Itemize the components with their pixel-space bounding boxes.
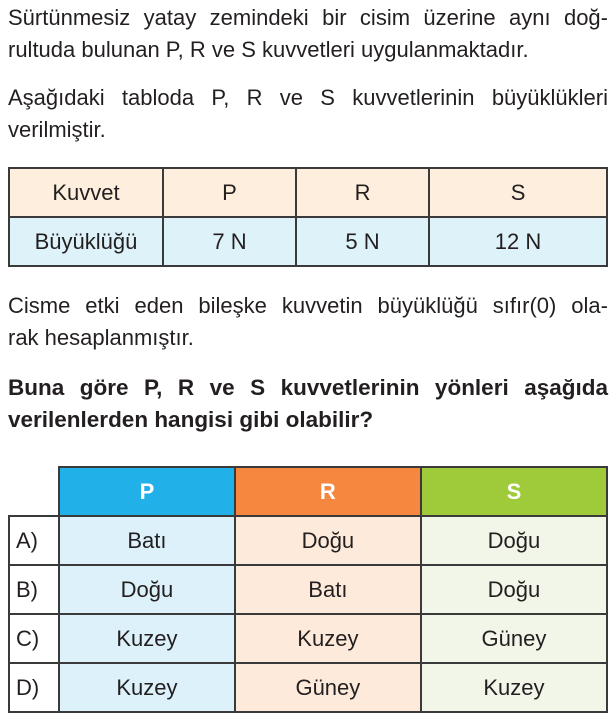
option-label-d[interactable]: D) bbox=[9, 663, 59, 712]
force-table-value-row bbox=[9, 217, 607, 266]
intro-line-2: rultuda bulunan P, R ve S kuvvetleri uygulanmaktadır. bbox=[8, 37, 529, 62]
force-header-s: S bbox=[429, 168, 607, 217]
option-label-c[interactable]: C) bbox=[9, 614, 59, 663]
table-intro-paragraph bbox=[8, 82, 608, 146]
magnitude-p: 7 N bbox=[163, 217, 296, 266]
intro-line-1: Sürtünmesiz yatay zemindeki bir cisim üzerine aynı doğ- bbox=[8, 5, 608, 30]
option-row-a[interactable] bbox=[9, 516, 607, 565]
intro-line-4: verilmiştir. bbox=[8, 117, 106, 142]
option-c-r: Kuzey bbox=[235, 614, 421, 663]
option-label-a[interactable]: A) bbox=[9, 516, 59, 565]
option-row-b[interactable] bbox=[9, 565, 607, 614]
force-header-label: Kuvvet bbox=[9, 168, 163, 217]
statement-line-2: rak hesaplanmıştır. bbox=[8, 325, 194, 350]
magnitude-r: 5 N bbox=[296, 217, 429, 266]
options-header-s: S bbox=[421, 467, 607, 516]
force-header-p: P bbox=[163, 168, 296, 217]
question-text bbox=[8, 372, 608, 436]
option-a-s: Doğu bbox=[421, 516, 607, 565]
question-line-2: verilenlerden hangisi gibi olabilir? bbox=[8, 407, 374, 432]
option-row-c[interactable] bbox=[9, 614, 607, 663]
option-b-p: Doğu bbox=[59, 565, 235, 614]
options-header-p: P bbox=[59, 467, 235, 516]
statement-paragraph bbox=[8, 290, 608, 354]
options-header-r: R bbox=[235, 467, 421, 516]
force-table-header-row bbox=[9, 168, 607, 217]
magnitude-s: 12 N bbox=[429, 217, 607, 266]
force-header-r: R bbox=[296, 168, 429, 217]
force-magnitude-table bbox=[8, 167, 608, 267]
intro-paragraph bbox=[8, 2, 608, 66]
options-header-corner bbox=[9, 467, 59, 516]
option-label-b[interactable]: B) bbox=[9, 565, 59, 614]
intro-line-3: Aşağıdaki tabloda P, R ve S kuvvetlerinin büyüklükleri bbox=[8, 85, 608, 110]
options-header-row bbox=[9, 467, 607, 516]
option-c-p: Kuzey bbox=[59, 614, 235, 663]
option-a-p: Batı bbox=[59, 516, 235, 565]
option-d-p: Kuzey bbox=[59, 663, 235, 712]
answer-options-table bbox=[8, 466, 608, 713]
option-a-r: Doğu bbox=[235, 516, 421, 565]
option-row-d[interactable] bbox=[9, 663, 607, 712]
option-d-r: Güney bbox=[235, 663, 421, 712]
question-line-1: Buna göre P, R ve S kuvvetlerinin yönleri aşağıda bbox=[8, 375, 608, 400]
option-c-s: Güney bbox=[421, 614, 607, 663]
option-d-s: Kuzey bbox=[421, 663, 607, 712]
statement-line-1: Cisme etki eden bileşke kuvvetin büyüklüğü sıfır(0) ola- bbox=[8, 293, 608, 318]
option-b-r: Batı bbox=[235, 565, 421, 614]
magnitude-row-label: Büyüklüğü bbox=[9, 217, 163, 266]
option-b-s: Doğu bbox=[421, 565, 607, 614]
